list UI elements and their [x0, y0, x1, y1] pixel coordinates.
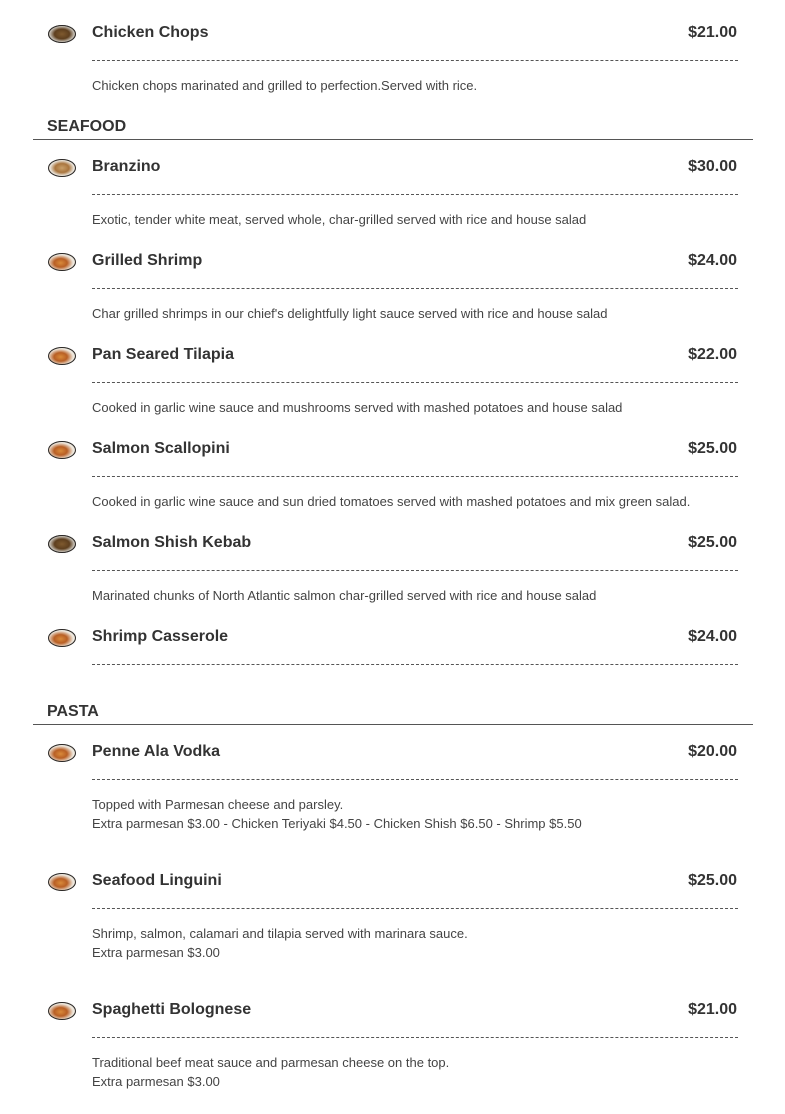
divider	[92, 664, 738, 665]
item-price: $25.00	[688, 872, 737, 889]
item-description: Char grilled shrimps in our chief's delightfully light sauce served with rice and house salad	[92, 306, 608, 321]
item-description: Marinated chunks of North Atlantic salmon char-grilled served with rice and house salad	[92, 588, 597, 603]
item-name: Grilled Shrimp	[92, 252, 203, 269]
divider	[92, 779, 738, 780]
divider	[92, 570, 738, 571]
item-price: $21.00	[688, 1001, 737, 1018]
item-description: Traditional beef meat sauce and parmesan cheese on the top.	[92, 1055, 450, 1070]
item-description: Cooked in garlic wine sauce and sun dried tomatoes served with mashed potatoes and mix green salad.	[92, 494, 691, 509]
section-title-pasta: PASTA	[47, 703, 99, 720]
item-description: Exotic, tender white meat, served whole, char-grilled served with rice and house salad	[92, 212, 587, 227]
section-divider	[33, 139, 753, 140]
item-price: $24.00	[688, 252, 737, 269]
item-description: Chicken chops marinated and grilled to perfection.Served with rice.	[92, 78, 478, 93]
item-name: Pan Seared Tilapia	[92, 346, 234, 363]
food-thumbnail-icon[interactable]	[48, 253, 76, 271]
food-thumbnail-icon[interactable]	[48, 159, 76, 177]
item-name: Salmon Scallopini	[92, 440, 230, 457]
item-name: Spaghetti Bolognese	[92, 1001, 252, 1018]
food-thumbnail-icon[interactable]	[48, 535, 76, 553]
food-thumbnail-icon[interactable]	[48, 744, 76, 762]
food-thumbnail-icon[interactable]	[48, 441, 76, 459]
item-name: Chicken Chops	[92, 24, 209, 41]
section-divider	[33, 724, 753, 725]
item-extras: Extra parmesan $3.00 - Chicken Teriyaki $4.50 - Chicken Shish $6.50 - Shrimp $5.50	[92, 816, 582, 831]
item-name: Salmon Shish Kebab	[92, 534, 252, 551]
item-extras: Extra parmesan $3.00	[92, 945, 220, 960]
food-thumbnail-icon[interactable]	[48, 629, 76, 647]
divider	[92, 476, 738, 477]
item-description: Shrimp, salmon, calamari and tilapia served with marinara sauce.	[92, 926, 468, 941]
divider	[92, 1037, 738, 1038]
item-price: $25.00	[688, 440, 737, 457]
item-price: $21.00	[688, 24, 737, 41]
item-description: Cooked in garlic wine sauce and mushrooms served with mashed potatoes and house salad	[92, 400, 623, 415]
item-name: Penne Ala Vodka	[92, 743, 221, 760]
section-title-seafood: SEAFOOD	[47, 118, 127, 135]
item-price: $30.00	[688, 158, 737, 175]
food-thumbnail-icon[interactable]	[48, 1002, 76, 1020]
divider	[92, 194, 738, 195]
divider	[92, 288, 738, 289]
item-name: Shrimp Casserole	[92, 628, 229, 645]
divider	[92, 908, 738, 909]
divider	[92, 60, 738, 61]
food-thumbnail-icon[interactable]	[48, 873, 76, 891]
divider	[92, 382, 738, 383]
food-thumbnail-icon[interactable]	[48, 347, 76, 365]
item-price: $25.00	[688, 534, 737, 551]
item-name: Seafood Linguini	[92, 872, 222, 889]
item-extras: Extra parmesan $3.00	[92, 1074, 220, 1089]
item-price: $22.00	[688, 346, 737, 363]
item-name: Branzino	[92, 158, 161, 175]
item-description: Topped with Parmesan cheese and parsley.	[92, 797, 344, 812]
item-price: $20.00	[688, 743, 737, 760]
item-price: $24.00	[688, 628, 737, 645]
food-thumbnail-icon[interactable]	[48, 25, 76, 43]
